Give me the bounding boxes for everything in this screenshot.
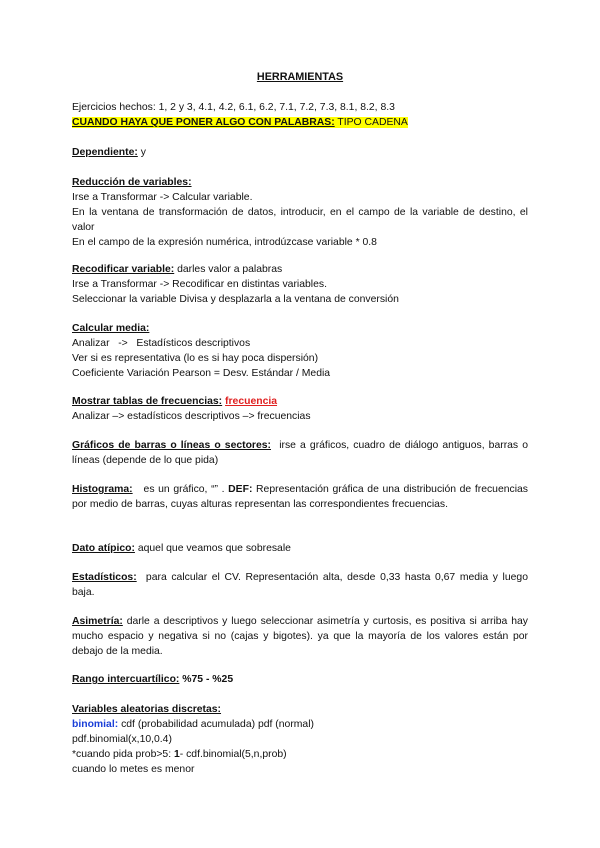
- binomial-value: cdf (probabilidad acumulada) pdf (normal): [118, 719, 314, 730]
- reduccion-section: [72, 175, 528, 250]
- discretas-section: [72, 702, 528, 777]
- cuando-pre: *cuando pida prob>5:: [72, 749, 174, 760]
- histograma-def: DEF:: [228, 484, 253, 495]
- frecuencias-section: [72, 394, 528, 424]
- pdf-line: pdf.binomial(x,10,0.4): [72, 734, 172, 745]
- reduccion-heading: Reducción de variables:: [72, 177, 192, 188]
- asimetria-value: darle a descriptivos y luego seleccionar asimetría y curtosis, es positiva si arriba hay mucho espacio y negativa si no (cajas y bigotes). ya que la mayoría de los valores están por debajo de la media.: [72, 616, 528, 657]
- recodificar-line-1: Irse a Transformar -> Recodificar en distintas variables.: [72, 279, 327, 290]
- frecuencias-label: Mostrar tablas de frecuencias:: [72, 396, 223, 407]
- estadisticos-label: Estadísticos:: [72, 572, 137, 583]
- page-title: HERRAMIENTAS: [256, 71, 344, 83]
- recodificar-value: darles valor a palabras: [174, 264, 283, 275]
- atipico-section: [72, 541, 528, 556]
- media-section: [72, 321, 528, 381]
- estadisticos-section: [72, 570, 531, 600]
- recodificar-line-2: Seleccionar la variable Divisa y desplazarla a la ventana de conversión: [72, 294, 399, 305]
- dependiente-section: [72, 145, 528, 160]
- media-line-2: Ver si es representativa (lo es si hay poca dispersión): [72, 353, 319, 364]
- menor-line: cuando lo metes es menor: [72, 764, 195, 775]
- ejercicios-line: [72, 100, 528, 130]
- ejercicios-text: Ejercicios hechos: 1, 2 y 3, 4.1, 4.2, 6.1, 6.2, 7.1, 7.2, 7.3, 8.1, 8.2, 8.3: [72, 102, 395, 113]
- graficos-section: [72, 438, 531, 468]
- graficos-label: Gráficos de barras o líneas o sectores:: [72, 440, 271, 451]
- cuando-bold: 1: [173, 749, 180, 760]
- cuando-post: - cdf.binomial(5,n,prob): [179, 749, 287, 760]
- histograma-pre: es un gráfico, “” .: [132, 484, 229, 495]
- rango-label: Rango intercuartílico:: [72, 674, 180, 685]
- reduccion-line-1: Irse a Transformar -> Calcular variable.: [72, 192, 253, 203]
- estadisticos-value: para calcular el CV. Representación alta, desde 0,33 hasta 0,67 media y luego baja.: [72, 572, 531, 598]
- palabras-line: [72, 115, 528, 130]
- media-heading: Calcular media:: [72, 323, 150, 334]
- media-line-1: Analizar -> Estadísticos descriptivos: [72, 338, 251, 349]
- discretas-heading: Variables aleatorias discretas:: [72, 704, 222, 715]
- rango-section: [72, 672, 528, 687]
- reduccion-line-3: En el campo de la expresión numérica, introdúzcase variable * 0.8: [72, 237, 377, 248]
- binomial-label: binomial:: [72, 719, 119, 730]
- histograma-label: Histograma:: [72, 484, 133, 495]
- asimetria-section: [72, 614, 528, 659]
- palabras-value: TIPO CADENA: [334, 117, 408, 128]
- atipico-label: Dato atípico:: [72, 543, 135, 554]
- frecuencias-line: Analizar –> estadísticos descriptivos –> frecuencias: [72, 411, 311, 422]
- histograma-value: Representación gráfica de una distribución de frecuencias por medio de barras, cuyas alturas representan las correspondientes frecuencias.: [72, 484, 528, 510]
- histograma-section: [72, 482, 528, 512]
- recodificar-label: Recodificar variable:: [72, 264, 175, 275]
- media-line-3: Coeficiente Variación Pearson = Desv. Estándar / Media: [72, 368, 331, 379]
- frecuencias-value: frecuencia: [225, 396, 278, 407]
- asimetria-label: Asimetría:: [72, 616, 123, 627]
- reduccion-line-2: En la ventana de transformación de datos, introducir, en el campo de la variable de destino, el valor: [72, 207, 528, 233]
- dependiente-label: Dependiente:: [72, 147, 138, 158]
- atipico-value: aquel que veamos que sobresale: [134, 543, 291, 554]
- rango-value: %75 - %25: [179, 674, 234, 685]
- palabras-label: CUANDO HAYA QUE PONER ALGO CON PALABRAS:: [72, 117, 335, 128]
- graficos-value: irse a gráficos, cuadro de diálogo antiguos, barras o líneas (depende de lo que pida): [72, 440, 531, 466]
- recodificar-section: [72, 262, 528, 307]
- dependiente-value: y: [137, 147, 146, 158]
